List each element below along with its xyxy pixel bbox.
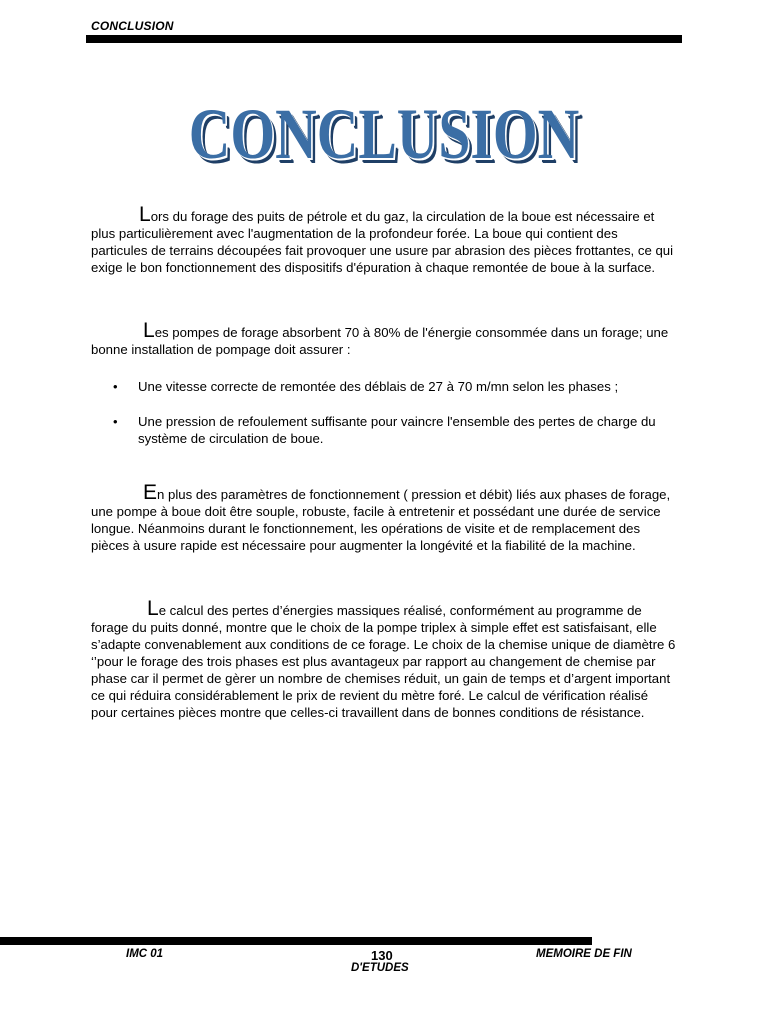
paragraph-text: es pompes de forage absorbent 70 à 80% de l'énergie consommée dans un forage; une bonne installation de pompage doit assurer : [91,325,669,357]
dropcap: L [143,319,155,342]
footer-rule [0,937,592,945]
page-number: 130 [371,948,393,963]
paragraph-1 [91,203,677,276]
list-item-text: Une pression de refoulement suffisante pour vaincre l'ensemble des pertes de charge du système de circulation de boue. [138,414,656,446]
list-item-text: Une vitesse correcte de remontée des déblais de 27 à 70 m/mn selon les phases ; [138,379,619,394]
paragraph-2 [91,319,677,358]
dropcap: L [147,597,159,620]
bullet-list [91,378,677,465]
list-item [91,378,677,395]
footer-left-label: IMC 01 [126,948,164,960]
paragraph-text: n plus des paramètres de fonctionnement ( pression et débit) liés aux phases de forage, une pompe à boue doit être souple, robuste, facile à entretenir et possédant une durée de service longue. Néanmoins durant le fonctionnement, les opérations de visite et de remplacement des pièces à usure rapide est nécessaire pour augmenter la longévité et la fiabilité de la machine. [91,487,671,553]
paragraph-text: ors du forage des puits de pétrole et du gaz, la circulation de la boue est nécessaire et plus particulièrement avec l'augmentation de la profondeur forée. La boue qui contient des particules de terrains découpées fait provoquer une usure par abrasion des pièces frottantes, ce qui exige le bon fonctionnement des dispositifs d'épuration à chaque remontée de boue à la surface. [91,209,674,275]
dropcap: L [139,203,151,226]
footer-right-label: MEMOIRE DE FIN [536,948,632,960]
header-label: CONCLUSION [91,19,174,33]
paragraph-3 [91,481,677,554]
header-rule [86,35,682,43]
paragraph-4 [91,597,677,721]
paragraph-text: e calcul des pertes d’énergies massiques réalisé, conformément au programme de forage du puits donné, montre que le choix de la pompe triplex à simple effet est satisfaisant, elle s’adapte convenablement aux conditions de ce forage. Le choix de la chemise unique de diamètre 6 ‘’pour le forage des trois phases est plus avantageux par rapport au changement de chemise par phase car il permet de gèrer un nombre de chemises réduit, un gain de temps et d’argent important ce qui réduira considérablement le prix de revient du mètre foré. Le calcul de vérification réalisé pour certaines pièces montre que celles-ci travaillent dans de bonnes conditions de résistance. [91,603,676,720]
list-item [91,413,677,447]
bullet-icon: • [113,379,118,394]
footer-center-label: D'ETUDES [351,962,409,974]
page-title: CONCLUSION [188,94,580,174]
dropcap: E [143,481,158,504]
bullet-icon: • [113,414,118,429]
